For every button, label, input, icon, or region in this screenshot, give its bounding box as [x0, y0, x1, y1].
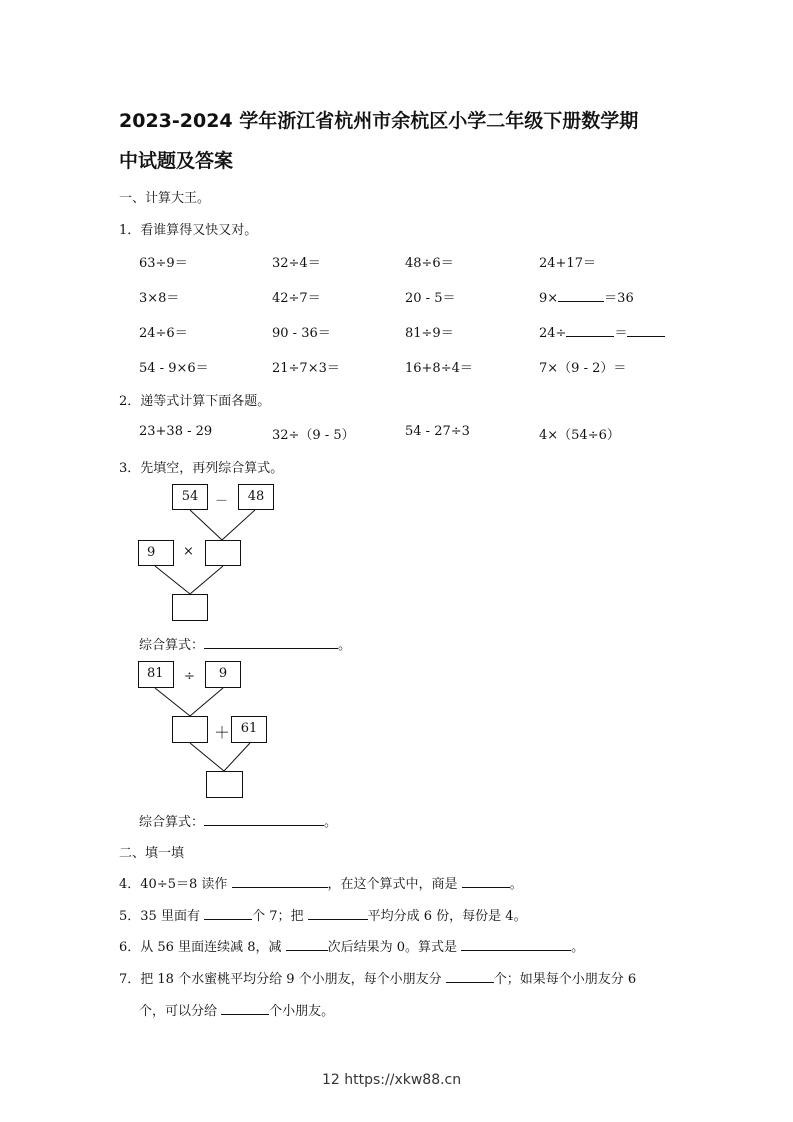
q1-item-text: ＝ — [614, 326, 628, 341]
diagram2-op-top: ÷ — [184, 669, 195, 684]
answer-blank[interactable] — [308, 908, 368, 920]
answer-blank[interactable] — [461, 939, 571, 951]
q7-line2 — [139, 1000, 334, 1019]
q1-label: 1．看谁算得又快又对。 — [119, 223, 258, 238]
answer-blank[interactable] — [286, 939, 328, 951]
answer-blank[interactable] — [627, 325, 665, 337]
formula-blank[interactable] — [204, 637, 338, 649]
q1-item: 42÷7＝ — [272, 291, 321, 306]
diagram1-op-mid: × — [183, 544, 194, 559]
diagram2-box-mid-right: 61 — [231, 716, 267, 743]
diagram2-box-top-left: 81 — [138, 661, 174, 688]
diagram1-op-top: － — [215, 494, 229, 509]
diagram2-op-mid: ＋ — [214, 723, 231, 742]
q1-item: 48÷6＝ — [405, 256, 454, 271]
q2-item: 54 - 27÷3 — [405, 424, 470, 439]
q4-text: 。 — [509, 877, 523, 892]
q4 — [119, 873, 523, 892]
q1-item: 54 - 9×6＝ — [139, 361, 209, 376]
q1-item: 3×8＝ — [139, 291, 180, 306]
q5-text: 个 7；把 — [252, 909, 304, 924]
q1-item: 21÷7×3＝ — [272, 361, 340, 376]
q1-item-text: ＝36 — [604, 291, 634, 306]
q1-item: 32÷4＝ — [272, 256, 321, 271]
diagram2-box-top-right: 9 — [205, 661, 241, 688]
answer-blank[interactable] — [566, 325, 614, 337]
q4-text: ，在这个算式中，商是 — [327, 877, 458, 892]
q1-item-fill — [539, 322, 665, 341]
answer-blank[interactable] — [232, 876, 328, 888]
diagram1-box-top-left: 54 — [172, 484, 208, 510]
q1-item: 16+8÷4＝ — [405, 361, 473, 376]
q6 — [119, 936, 584, 955]
q7-text: 个，可以分给 — [139, 1004, 218, 1019]
answer-blank[interactable] — [462, 876, 510, 888]
answer-blank[interactable] — [558, 290, 604, 302]
diagram2-answer-box-bottom[interactable] — [206, 771, 243, 798]
q5-text: 平均分成 6 份，每份是 4。 — [367, 909, 527, 924]
answer-blank[interactable] — [446, 971, 494, 983]
diagram1-answer-box-mid[interactable] — [205, 540, 241, 566]
q1-item: 20 - 5＝ — [405, 291, 456, 306]
diagram1-box-top-right: 48 — [238, 484, 274, 510]
q5-text: 5．35 里面有 — [119, 909, 200, 924]
formula-line-2 — [139, 811, 337, 830]
formula-period: 。 — [324, 815, 338, 830]
formula-period: 。 — [338, 638, 352, 653]
formula-line-1 — [139, 634, 351, 653]
page-title-line2: 中试题及答案 — [119, 150, 234, 172]
q2-item: 4×（54÷6） — [539, 428, 620, 443]
q6-text: 次后结果为 0。算式是 — [327, 940, 458, 955]
q1-item: 90 - 36＝ — [272, 326, 331, 341]
q7-text: 个；如果每个小朋友分 6 — [493, 972, 637, 987]
formula-blank[interactable] — [204, 814, 324, 826]
q1-item: 7×（9 - 2）＝ — [539, 361, 627, 376]
q1-item: 24÷6＝ — [139, 326, 188, 341]
q1-item: 81÷9＝ — [405, 326, 454, 341]
page-title-line1: 2023-2024 学年浙江省杭州市余杭区小学二年级下册数学期 — [119, 110, 639, 132]
q2-item: 23+38 - 29 — [139, 424, 213, 439]
q1-item-text: 24÷ — [539, 326, 567, 341]
q1-item-text: 9× — [539, 291, 559, 306]
q2-label: 2．递等式计算下面各题。 — [119, 394, 271, 409]
q1-item-fill — [539, 287, 634, 306]
q7-line1 — [119, 968, 636, 987]
diagram2-answer-box-mid[interactable] — [172, 716, 208, 743]
answer-blank[interactable] — [204, 908, 252, 920]
q1-item: 24+17＝ — [539, 256, 596, 271]
section2-heading: 二、填一填 — [119, 846, 185, 861]
q2-item: 32÷（9 - 5） — [272, 428, 355, 443]
formula-label: 综合算式： — [139, 815, 205, 830]
q4-text: 4．40÷5＝8 读作 — [119, 877, 228, 892]
diagram1-box-mid-left: 9 — [138, 540, 174, 566]
diagram1-answer-box-bottom[interactable] — [172, 594, 208, 621]
page-footer: 12 https://xkw88.cn — [322, 1072, 462, 1088]
q6-text: 。 — [571, 940, 585, 955]
q7-text: 个小朋友。 — [269, 1004, 335, 1019]
q3-label: 3．先填空，再列综合算式。 — [119, 461, 284, 476]
q5 — [119, 905, 527, 924]
q6-text: 6．从 56 里面连续减 8，减 — [119, 940, 282, 955]
formula-label: 综合算式： — [139, 638, 205, 653]
q7-text: 7．把 18 个水蜜桃平均分给 9 个小朋友，每个小朋友分 — [119, 972, 442, 987]
q1-item: 63÷9＝ — [139, 256, 188, 271]
section1-heading: 一、计算大王。 — [119, 191, 211, 206]
answer-blank[interactable] — [221, 1003, 269, 1015]
